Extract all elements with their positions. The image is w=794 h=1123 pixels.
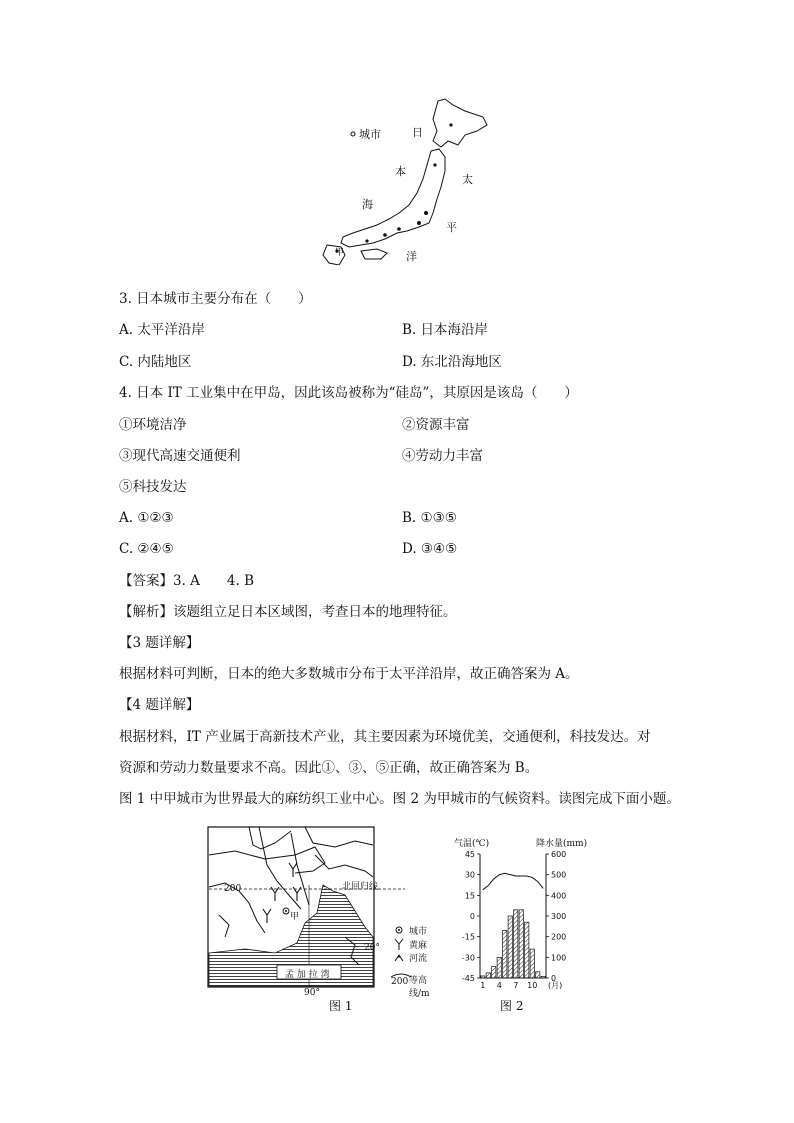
month-tick-label: 7	[513, 981, 519, 990]
answer: 【答案】3. A 4. B	[119, 573, 255, 589]
intro-next-questions: 图 1 中甲城市为世界最大的麻纺织工业中心。图 2 为甲城市的气候资料。读图完成下面小题。	[119, 791, 680, 807]
precip-bar	[514, 910, 518, 978]
q4-detail-heading: 【4 题详解】	[119, 697, 200, 713]
precip-tick-label: 400	[551, 891, 567, 901]
japan-map-figure	[315, 95, 500, 265]
q4-item-5: ⑤科技发达	[119, 479, 187, 495]
precip-tick-label: 0	[551, 974, 557, 983]
fig2-right-axis-label: 降水量(mm)	[536, 839, 588, 849]
q4-option-b: B. ①③⑤	[402, 510, 457, 526]
precip-bar	[508, 916, 512, 978]
fig1-legend-river: 河流	[409, 954, 428, 964]
precip-bar	[497, 957, 501, 978]
q3-option-c: C. 内陆地区	[119, 354, 192, 370]
q3-option-d: D. 东北沿海地区	[402, 354, 502, 370]
precip-tick-label: 500	[551, 870, 567, 880]
x-axis-unit: (月)	[548, 981, 563, 990]
map-label-hai: 海	[362, 198, 373, 211]
figure-2	[440, 836, 600, 1014]
fig1-city-jia: 甲	[290, 912, 300, 922]
map-label-jia: 甲	[335, 248, 345, 258]
precip-bar	[541, 976, 545, 978]
q4-item-3: ③现代高速交通便利	[119, 448, 241, 464]
climate-chart	[440, 836, 600, 1014]
temp-tick-label: -15	[461, 932, 475, 942]
fig1-contour-200: 200	[224, 884, 242, 894]
fig1-bay-label: 孟 加 拉 湾	[285, 970, 330, 980]
precip-bar	[503, 930, 507, 978]
month-tick-label: 4	[496, 981, 502, 990]
q4-item-2: ②资源丰富	[402, 417, 470, 433]
precip-bar	[492, 967, 496, 978]
map-label-yang: 洋	[406, 250, 417, 263]
city-legend-icon	[351, 132, 355, 136]
fig2-left-axis-label: 气温(℃)	[454, 839, 490, 849]
precip-bar	[519, 910, 523, 978]
q4-option-a: A. ①②③	[119, 510, 174, 526]
fig1-lon-90: 90°	[304, 988, 320, 998]
q4-detail-line-1: 根据材料，IT 产业属于高新技术产业，其主要因素为环境优美，交通便利，科技发达。对	[119, 729, 651, 745]
precip-tick-label: 300	[551, 912, 567, 921]
precip-tick-label: 200	[551, 932, 567, 942]
q3-stem: 3. 日本城市主要分布在（ ）	[119, 291, 312, 307]
temp-tick-label: -30	[461, 953, 475, 963]
temperature-line	[483, 873, 544, 890]
map-label-ping: 平	[446, 221, 457, 234]
map-label-ben: 本	[395, 165, 406, 178]
temp-tick-label: 30	[464, 870, 475, 880]
precip-bar	[486, 973, 490, 978]
fig1-legend-contour: 等高线/m	[409, 976, 430, 999]
month-tick-label: 1	[480, 981, 486, 990]
precip-tick-label: 600	[551, 850, 567, 859]
fig1-lat-20: 20°	[364, 943, 380, 953]
honshu-outline	[341, 149, 445, 247]
temp-tick-label: -45	[461, 974, 475, 983]
fig1-legend-jute: 黄麻	[409, 941, 428, 951]
q4-item-1: ①环境洁净	[119, 417, 187, 433]
precip-bar	[525, 922, 529, 978]
precip-bar	[530, 949, 534, 978]
q3-option-a: A. 太平洋沿岸	[119, 322, 205, 338]
q4-detail-line-2: 资源和劳动力数量要求不高。因此①、③、⑤正确，故正确答案为 B。	[119, 760, 539, 776]
analysis: 【解析】该题组立足日本区域图，考查日本的地理特征。	[119, 604, 457, 620]
q4-option-d: D. ③④⑤	[402, 541, 458, 557]
q3-detail-heading: 【3 题详解】	[119, 635, 200, 651]
figure-1	[205, 825, 435, 1015]
q4-stem: 4. 日本 IT 工业集中在甲岛，因此该岛被称为“硅岛”，其原因是该岛（ ）	[119, 385, 578, 401]
precip-bar	[481, 976, 485, 978]
precip-bar	[536, 972, 540, 978]
q3-detail: 根据材料可判断，日本的绝大多数城市分布于太平洋沿岸，故正确答案为 A。	[119, 666, 579, 682]
temp-tick-label: 45	[464, 850, 475, 859]
fig1-legend-200: 200	[391, 977, 409, 987]
precip-tick-label: 100	[551, 953, 567, 963]
fig1-legend	[391, 927, 411, 977]
fig2-caption: 图 2	[500, 999, 524, 1013]
map-label-tai: 太	[462, 173, 473, 186]
temp-tick-label: 0	[469, 912, 475, 921]
q4-item-4: ④劳动力丰富	[402, 448, 483, 464]
fig1-caption: 图 1	[329, 999, 353, 1013]
map-label-ri: 日	[412, 126, 423, 139]
fig1-tropic-label: 北回归线	[342, 882, 379, 892]
shikoku-outline	[361, 249, 387, 259]
fig1-legend-city: 城市	[409, 927, 428, 937]
map-legend-city: 城市	[359, 128, 381, 141]
hokkaido-outline	[433, 99, 487, 147]
q3-option-b: B. 日本海沿岸	[402, 322, 489, 338]
temp-tick-label: 15	[464, 891, 475, 901]
month-tick-label: 10	[527, 981, 538, 990]
q4-option-c: C. ②④⑤	[119, 541, 174, 557]
